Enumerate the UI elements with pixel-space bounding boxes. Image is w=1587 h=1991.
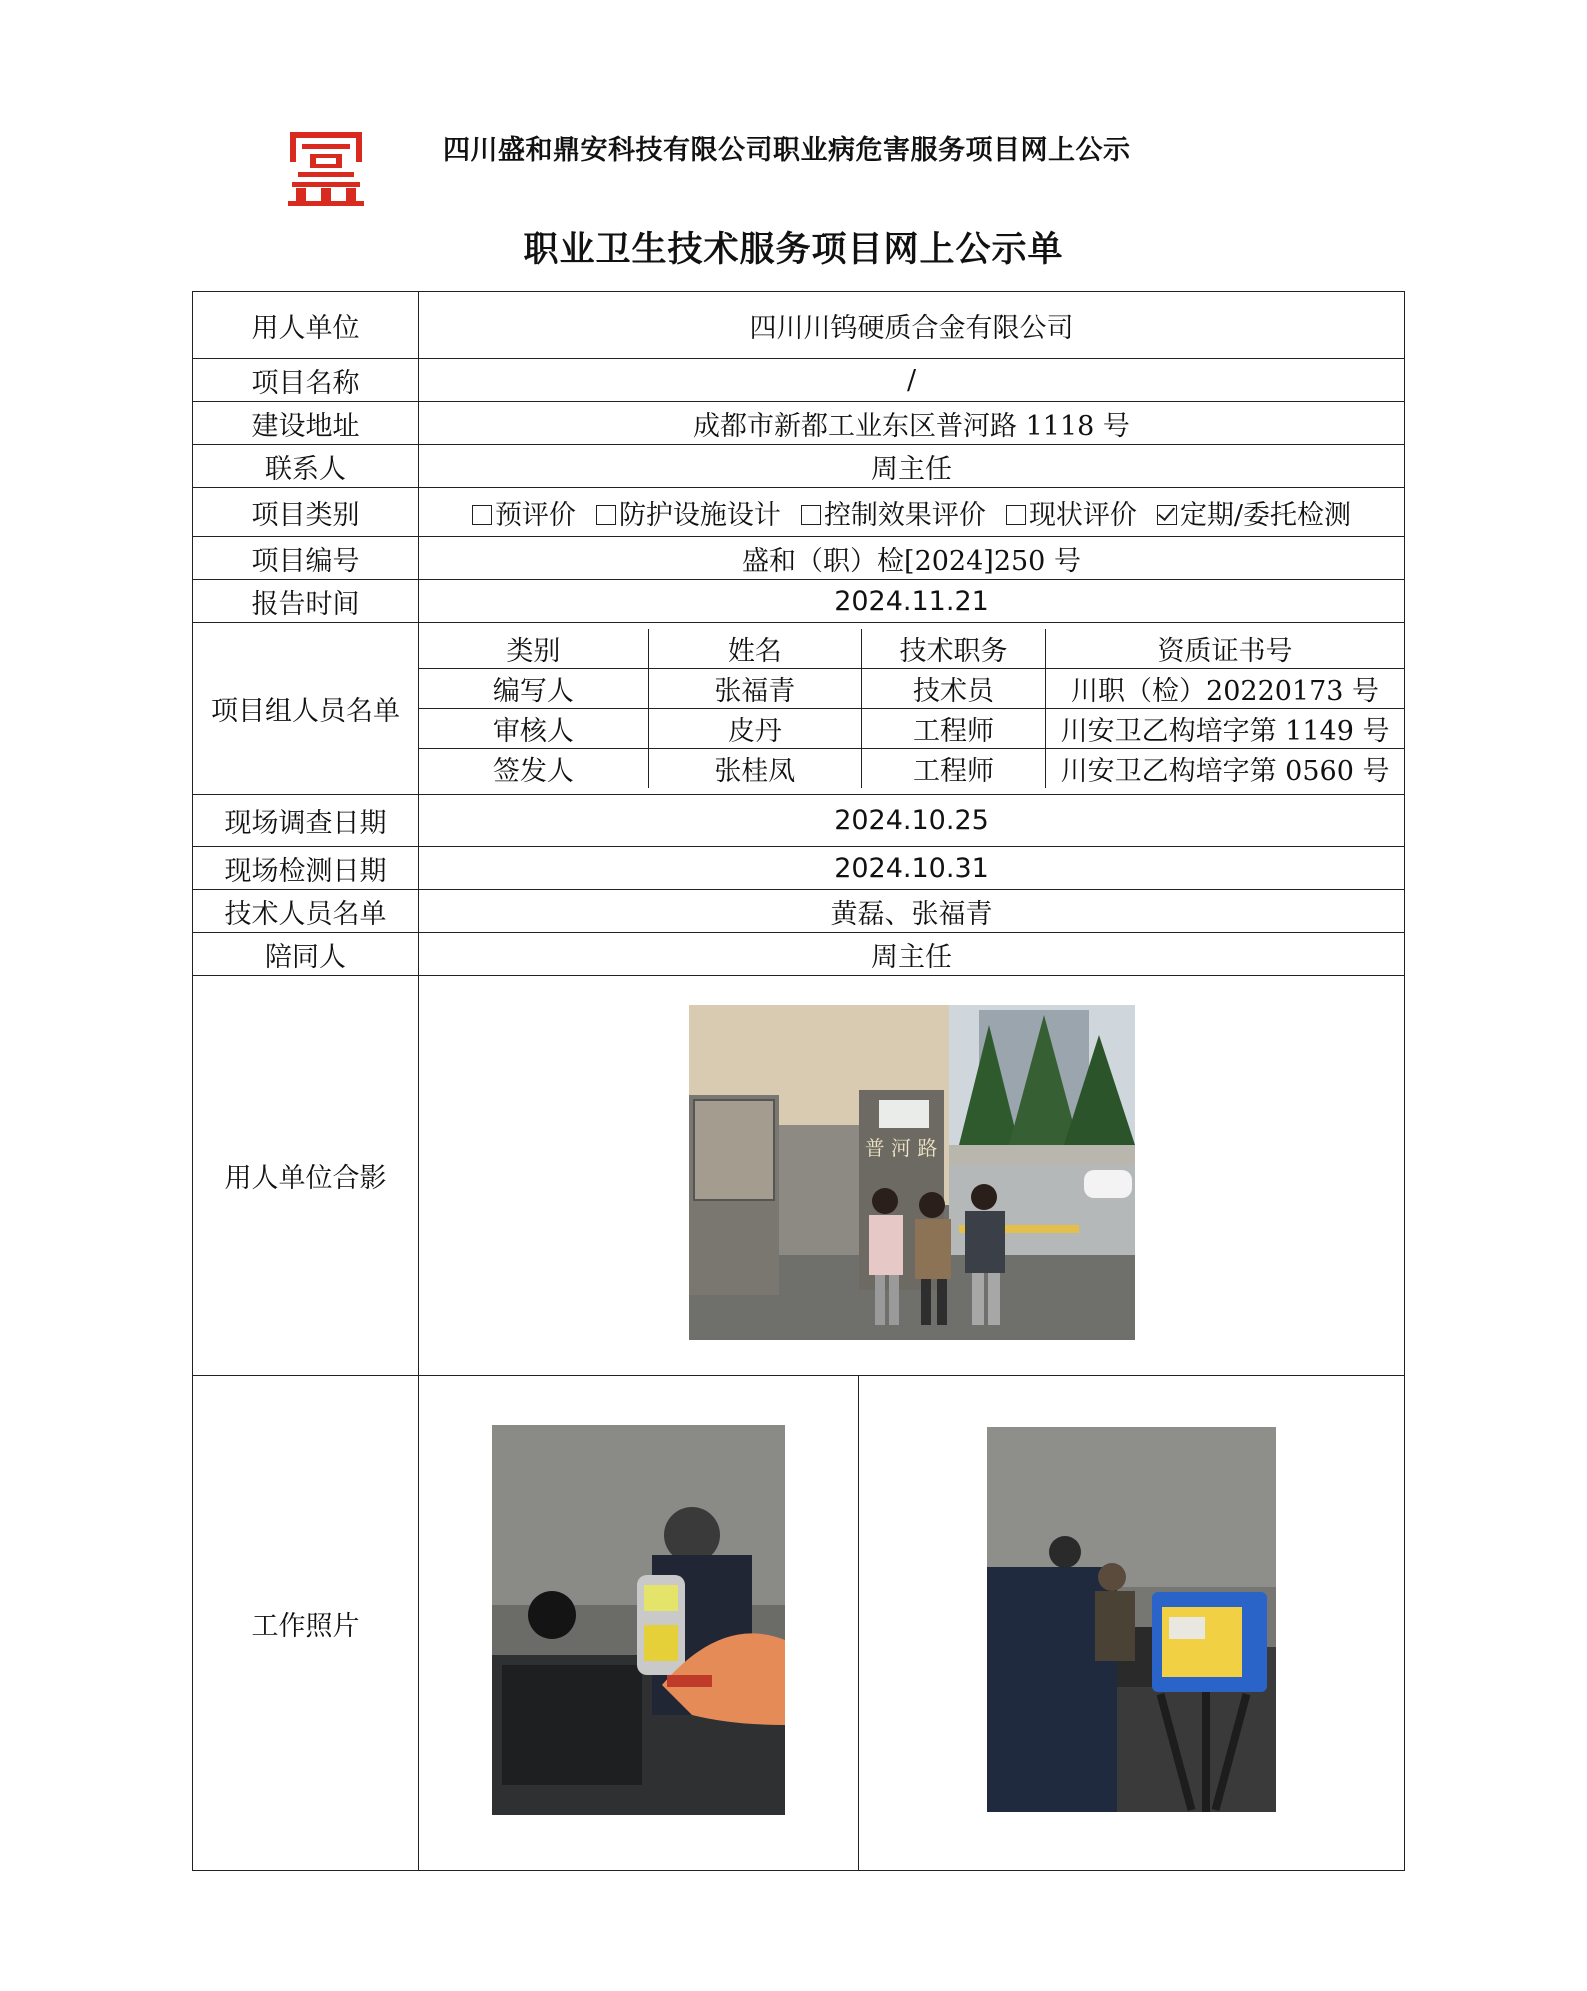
team-name: 张桂凤 [648,749,861,789]
accompanied-by-value: 周主任 [419,933,1405,976]
project-type-label: 项目类别 [193,488,419,537]
project-type-options [419,488,1405,537]
contact-value: 周主任 [419,445,1405,488]
team-certificate: 川安卫乙构培字第 1149 号 [1046,709,1404,749]
team-row [419,749,1404,789]
team-row [419,709,1404,749]
type-option-pre-evaluation[interactable]: 预评价 [472,500,576,531]
checkbox-icon[interactable] [596,505,616,525]
disclosure-form-table [192,291,1405,1871]
group-photo-image [689,1005,1135,1340]
team-row [419,669,1404,709]
row-team [193,623,1405,795]
survey-date-value: 2024.10.25 [419,795,1405,847]
team-title: 工程师 [861,709,1045,749]
team-title: 工程师 [861,749,1045,789]
row-report-date [193,580,1405,623]
row-work-photos [193,1376,1405,1871]
test-date-value: 2024.10.31 [419,847,1405,890]
work-photo-cell-2 [859,1376,1405,1871]
type-option-control-effect[interactable]: 控制效果评价 [801,500,986,531]
type-option-status-evaluation[interactable]: 现状评价 [1006,500,1137,531]
type-option-periodic-testing[interactable]: 定期/委托检测 [1157,500,1351,531]
team-header-row [419,629,1404,669]
work-photo-sampler [987,1427,1276,1812]
survey-date-label: 现场调查日期 [193,795,419,847]
project-number-value: 盛和（职）检[2024]250 号 [419,537,1405,580]
project-name-value: / [419,359,1405,402]
road-sign-text: 普 河 路 [864,1135,937,1160]
company-logo [288,128,364,208]
address-label: 建设地址 [193,402,419,445]
team-role: 编写人 [419,669,648,709]
work-photo-thermometer [492,1425,785,1815]
accompanied-by-label: 陪同人 [193,933,419,976]
team-title: 技术员 [861,669,1045,709]
row-project-name [193,359,1405,402]
checkbox-icon[interactable] [472,505,492,525]
company-header-title: 四川盛和鼎安科技有限公司职业病危害服务项目网上公示 [443,135,1131,166]
row-address [193,402,1405,445]
group-photo-illustration [689,1005,1135,1340]
team-certificate: 川安卫乙构培字第 0560 号 [1046,749,1404,789]
type-option-protection-design[interactable]: 防护设施设计 [596,500,781,531]
team-header-name: 姓名 [648,629,861,669]
employer-value: 四川川钨硬质合金有限公司 [419,292,1405,359]
team-header-title: 技术职务 [861,629,1045,669]
project-number-label: 项目编号 [193,537,419,580]
technicians-label: 技术人员名单 [193,890,419,933]
row-technicians [193,890,1405,933]
team-name: 张福青 [648,669,861,709]
work-photo-cell-1 [419,1376,859,1871]
work-photo-2-illustration [987,1427,1276,1812]
contact-label: 联系人 [193,445,419,488]
team-role: 审核人 [419,709,648,749]
team-role: 签发人 [419,749,648,789]
report-date-value: 2024.11.21 [419,580,1405,623]
row-contact [193,445,1405,488]
row-project-number [193,537,1405,580]
team-header-certificate: 资质证书号 [1046,629,1404,669]
address-value: 成都市新都工业东区普河路 1118 号 [419,402,1405,445]
team-table [419,629,1404,788]
row-test-date [193,847,1405,890]
project-name-label: 项目名称 [193,359,419,402]
team-certificate: 川职（检）20220173 号 [1046,669,1404,709]
team-header-category: 类别 [419,629,648,669]
group-photo-label: 用人单位合影 [193,976,419,1376]
technicians-value: 黄磊、张福青 [419,890,1405,933]
checkbox-icon[interactable] [801,505,821,525]
checked-checkbox-icon[interactable] [1157,505,1177,525]
checkbox-icon[interactable] [1006,505,1026,525]
row-survey-date [193,795,1405,847]
row-accompanied-by [193,933,1405,976]
report-date-label: 报告时间 [193,580,419,623]
employer-label: 用人单位 [193,292,419,359]
test-date-label: 现场检测日期 [193,847,419,890]
team-name: 皮丹 [648,709,861,749]
group-photo-cell [419,976,1405,1376]
row-project-type [193,488,1405,537]
row-group-photo [193,976,1405,1376]
row-employer [193,292,1405,359]
team-label: 项目组人员名单 [193,623,419,795]
document-title: 职业卫生技术服务项目网上公示单 [523,229,1064,270]
work-photos-label: 工作照片 [193,1376,419,1871]
work-photo-1-illustration [492,1425,785,1815]
